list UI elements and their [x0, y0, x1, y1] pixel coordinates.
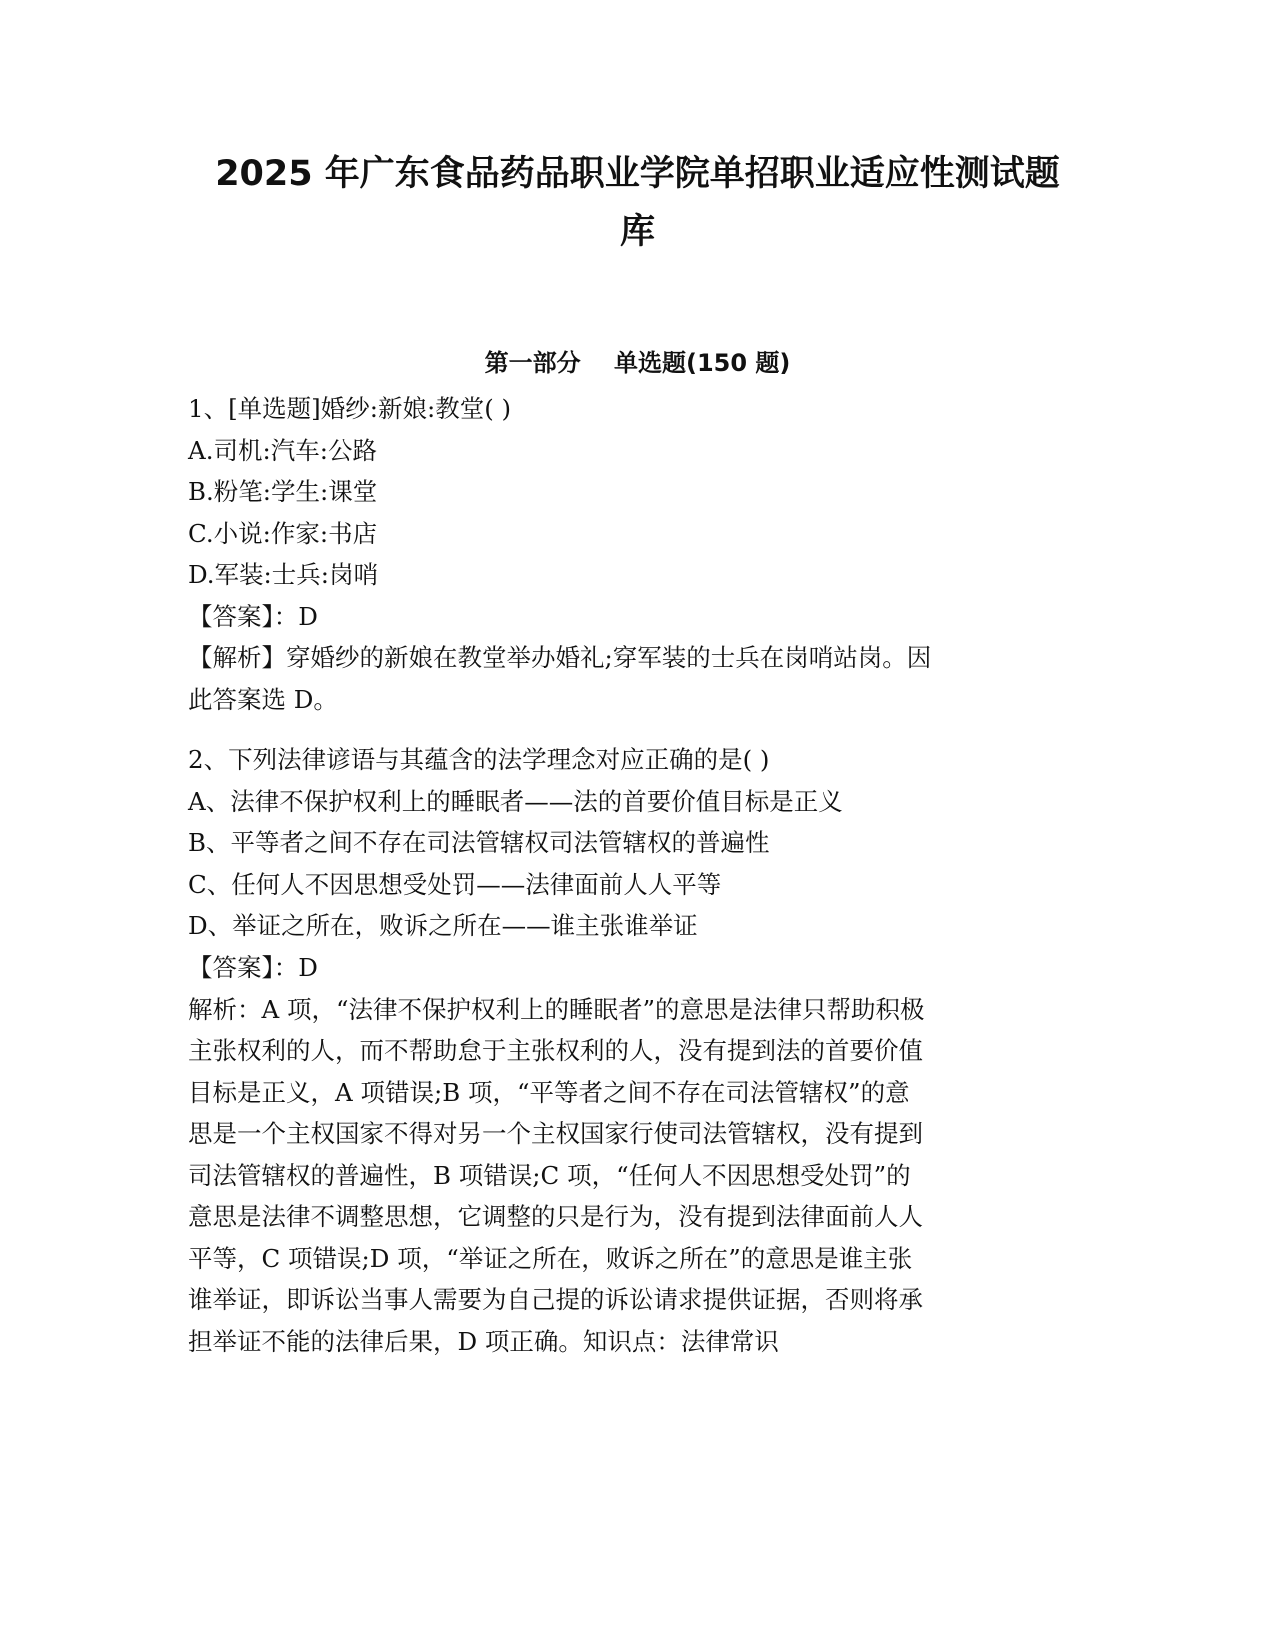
- question-1-analysis-line: 【解析】穿婚纱的新娘在教堂举办婚礼;穿军装的士兵在岗哨站岗。因: [188, 643, 932, 672]
- question-1-stem: 1、[单选题]婚纱:新娘:教堂( ): [188, 394, 512, 423]
- question-2-analysis-line: 目标是正义，A 项错误;B 项，“平等者之间不存在司法管辖权”的意: [188, 1078, 910, 1107]
- question-1-answer: 【答案】：D: [188, 602, 318, 631]
- question-1-option-b: B.粉笔:学生:课堂: [188, 477, 378, 506]
- question-2-option-b: B、平等者之间不存在司法管辖权司法管辖权的普遍性: [188, 828, 770, 857]
- question-2-analysis-line: 担举证不能的法律后果，D 项正确。知识点：法律常识: [188, 1327, 779, 1356]
- question-1-option-a: A.司机:汽车:公路: [188, 436, 377, 465]
- question-2-analysis-line: 意思是法律不调整思想，它调整的只是行为，没有提到法律面前人人: [188, 1202, 923, 1231]
- question-2-analysis-line: 谁举证，即诉讼当事人需要为自己提的诉讼请求提供证据，否则将承: [188, 1285, 923, 1314]
- question-2-analysis-line: 主张权利的人，而不帮助怠于主张权利的人，没有提到法的首要价值: [188, 1036, 923, 1065]
- question-1-analysis-line: 此答案选 D。: [188, 685, 338, 714]
- question-2-analysis-line: 解析：A 项，“法律不保护权利上的睡眠者”的意思是法律只帮助积极: [188, 995, 925, 1024]
- question-2-option-d: D、举证之所在，败诉之所在——谁主张谁举证: [188, 911, 698, 940]
- question-2-stem: 2、下列法律谚语与其蕴含的法学理念对应正确的是( ): [188, 745, 770, 774]
- question-1-option-d: D.军装:士兵:岗哨: [188, 560, 379, 589]
- document-title-line-1: 2025 年广东食品药品职业学院单招职业适应性测试题: [215, 154, 1060, 194]
- section-heading: 第一部分 单选题(150 题): [484, 349, 791, 377]
- question-2-option-a: A、法律不保护权利上的睡眠者——法的首要价值目标是正义: [188, 787, 843, 816]
- document-title-line-2: 库: [619, 212, 655, 252]
- question-2-analysis-line: 平等，C 项错误;D 项，“举证之所在，败诉之所在”的意思是谁主张: [188, 1244, 913, 1273]
- question-2-analysis-line: 思是一个主权国家不得对另一个主权国家行使司法管辖权，没有提到: [188, 1119, 923, 1148]
- question-2-analysis-line: 司法管辖权的普遍性，B 项错误;C 项，“任何人不因思想受处罚”的: [188, 1161, 911, 1190]
- question-1-option-c: C.小说:作家:书店: [188, 519, 378, 548]
- question-2-option-c: C、任何人不因思想受处罚——法律面前人人平等: [188, 870, 722, 899]
- question-2-answer: 【答案】：D: [188, 953, 318, 982]
